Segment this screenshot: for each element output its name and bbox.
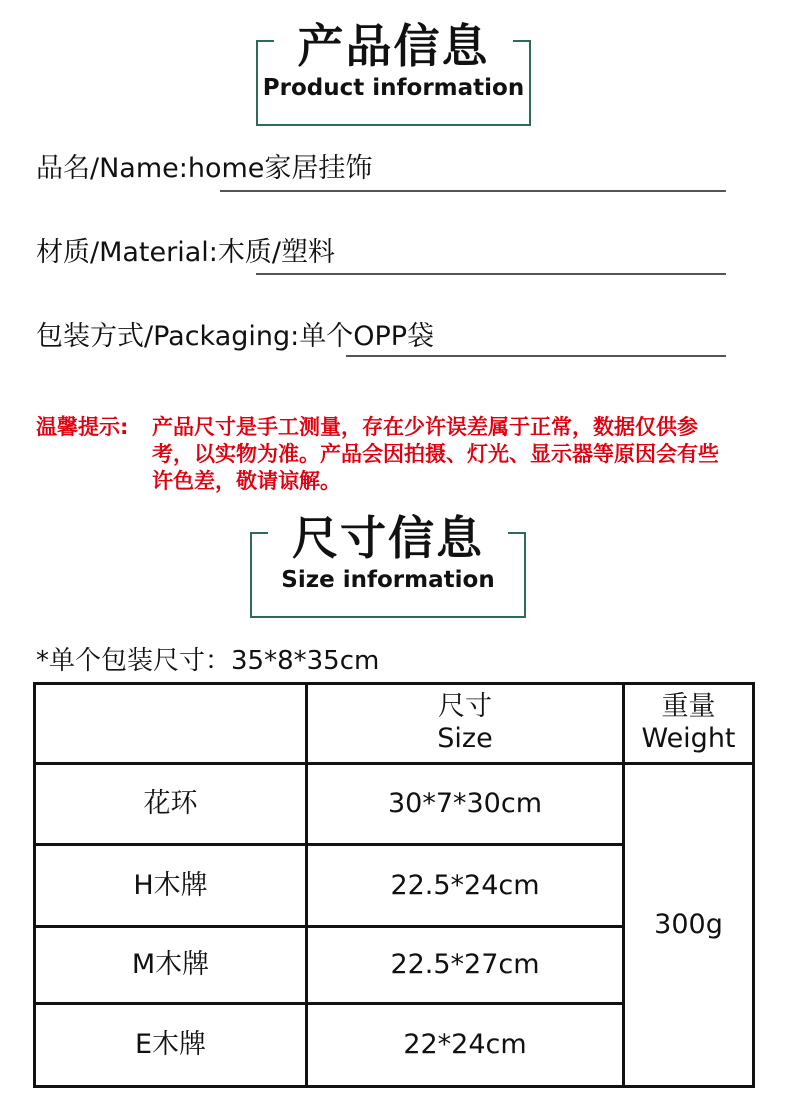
field-material — [36, 236, 335, 270]
size-info-title-en: Size information — [281, 567, 495, 593]
field-material-value: 木质/塑料 — [217, 237, 335, 268]
field-packaging-underline — [346, 355, 726, 357]
field-material-underline — [256, 273, 726, 275]
size-table — [33, 682, 755, 1088]
row-size: 22.5*24cm — [307, 844, 624, 927]
field-material-label: 材质/Material: — [36, 237, 218, 268]
notice — [36, 414, 736, 495]
table-row — [35, 763, 754, 844]
row-name: E木牌 — [35, 1004, 307, 1087]
field-packaging-value: 单个OPP袋 — [299, 321, 435, 352]
header-size-cell — [307, 684, 624, 764]
field-name-underline — [220, 190, 726, 192]
field-name-value: home家居挂饰 — [187, 153, 373, 184]
row-size: 22.5*27cm — [307, 927, 624, 1004]
field-name — [36, 152, 372, 186]
product-info-title-cn: 产品信息 — [297, 19, 490, 73]
notice-label: 温馨提示: — [36, 415, 129, 439]
table-header-row — [35, 684, 754, 764]
field-packaging — [36, 320, 434, 354]
header-size-en: Size — [437, 723, 493, 755]
row-name: H木牌 — [35, 844, 307, 927]
size-info-title-cn: 尺寸信息 — [292, 511, 484, 565]
header-empty-cell — [35, 684, 307, 764]
field-packaging-label: 包装方式/Packaging: — [36, 321, 300, 352]
header-weight-cn: 重量 — [661, 691, 716, 723]
package-size: *单个包装尺寸：35*8*35cm — [36, 646, 380, 676]
header-weight-en: Weight — [641, 723, 736, 755]
product-info-title-en: Product information — [262, 75, 525, 101]
row-size: 22*24cm — [307, 1004, 624, 1087]
row-size: 30*7*30cm — [307, 763, 624, 844]
header-size-cn: 尺寸 — [438, 691, 492, 723]
product-info-heading — [256, 19, 531, 126]
row-name: 花环 — [35, 763, 307, 844]
row-name: M木牌 — [35, 927, 307, 1004]
field-name-label: 品名/Name: — [36, 153, 188, 184]
weight-cell: 300g — [624, 763, 754, 1086]
size-info-heading — [250, 511, 526, 618]
header-weight-cell — [624, 684, 754, 764]
notice-text: 产品尺寸是手工测量，存在少许误差属于正常，数据仅供参考，以实物为准。产品会因拍摄、灯光、显示器等原因会有些许色差，敬请谅解。 — [152, 415, 719, 493]
